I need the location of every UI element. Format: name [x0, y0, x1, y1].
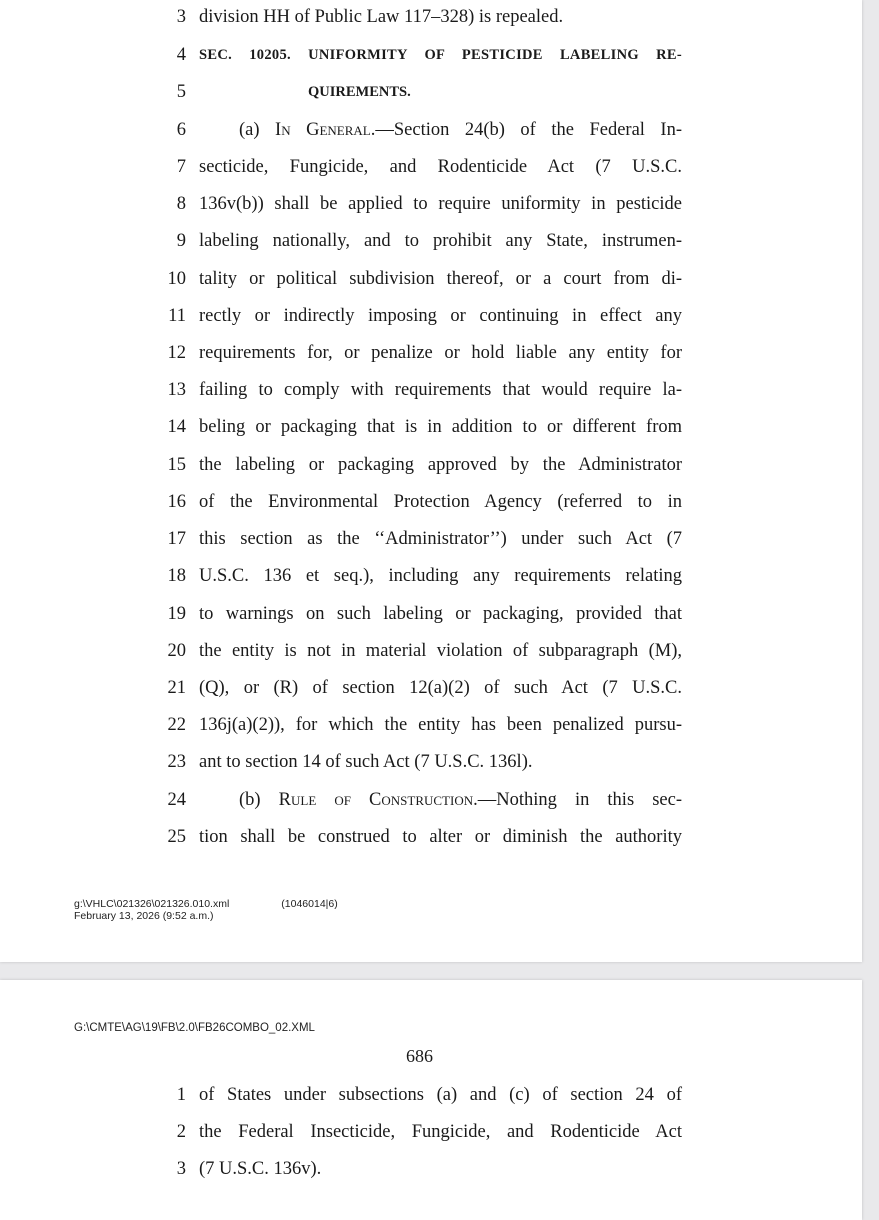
- footer-file-path: g:\VHLC\021326\021326.010.xml: [74, 898, 230, 910]
- line-number: 17: [167, 529, 186, 549]
- line-number: 5: [176, 82, 186, 102]
- line-text: rectly or indirectly imposing or continuing in effect any: [199, 306, 682, 326]
- line-number: 4: [176, 45, 186, 65]
- line-number: 14: [167, 417, 186, 437]
- line-number: 10: [167, 269, 186, 289]
- line-number: 13: [167, 380, 186, 400]
- line-text: secticide, Fungicide, and Rodenticide Act (7 U.S.C.: [199, 157, 682, 177]
- line-text: tion shall be construed to alter or diminish the authority: [199, 827, 682, 847]
- line-number: 8: [176, 194, 186, 214]
- line-text: to warnings on such labeling or packaging, provided that: [199, 604, 682, 624]
- subsection-heading: In General: [275, 120, 371, 140]
- line-text: division HH of Public Law 117–328) is repealed.: [199, 7, 564, 27]
- document-page-2: [0, 980, 862, 1220]
- line-number: 22: [167, 715, 186, 735]
- line-text: 136j(a)(2)), for which the entity has been penalized pursu-: [199, 715, 682, 735]
- line-text: the labeling or packaging approved by the Administrator: [199, 455, 682, 475]
- subsection-heading: Rule of Construction: [278, 790, 474, 810]
- subsection-text: .—Nothing in this sec-: [473, 790, 683, 810]
- subsection-prefix: (a): [239, 120, 276, 140]
- section-heading: SEC. 10205. UNIFORMITY OF PESTICIDE LABELING RE-: [199, 47, 682, 63]
- subsection-text: .—Section 24(b) of the Federal In-: [370, 120, 682, 140]
- line-text: this section as the ‘‘Administrator’’) under such Act (7: [199, 529, 682, 549]
- line-number: 25: [167, 827, 186, 847]
- line-number: 12: [167, 343, 186, 363]
- footer-file-line: [74, 898, 338, 910]
- line-text: beling or packaging that is in addition to or different from: [199, 417, 682, 437]
- line-text: 136v(b)) shall be applied to require uniformity in pesticide: [199, 194, 682, 214]
- line-text: U.S.C. 136 et seq.), including any requirements relating: [199, 566, 682, 586]
- page-footer: [74, 898, 338, 922]
- line-number: 2: [176, 1122, 186, 1142]
- line-text: [239, 785, 682, 815]
- line-text: of States under subsections (a) and (c) of section 24 of: [199, 1085, 682, 1105]
- line-number: 20: [167, 641, 186, 661]
- page-number: 686: [406, 1046, 433, 1066]
- line-text: (Q), or (R) of section 12(a)(2) of such Act (7 U.S.C.: [199, 678, 682, 698]
- line-text: failing to comply with requirements that would require la-: [199, 380, 682, 400]
- line-text: tality or political subdivision thereof, or a court from di-: [199, 269, 682, 289]
- line-number: 6: [176, 120, 186, 140]
- line-number: 7: [176, 157, 186, 177]
- line-number: 15: [167, 455, 186, 475]
- line-text: labeling nationally, and to prohibit any State, instrumen-: [199, 231, 682, 251]
- line-number: 24: [167, 790, 186, 810]
- line-number: 1: [176, 1085, 186, 1105]
- line-text: ant to section 14 of such Act (7 U.S.C. 136l).: [199, 752, 533, 772]
- page-header-path: G:\CMTE\AG\19\FB\2.0\FB26COMBO_02.XML: [74, 1022, 315, 1034]
- line-number: 16: [167, 492, 186, 512]
- footer-date: February 13, 2026 (9:52 a.m.): [74, 910, 214, 922]
- line-number: 3: [176, 7, 186, 27]
- line-text: requirements for, or penalize or hold liable any entity for: [199, 343, 682, 363]
- line-number: 19: [167, 604, 186, 624]
- line-number: 3: [176, 1159, 186, 1179]
- line-number: 23: [167, 752, 186, 772]
- line-text: of the Environmental Protection Agency (referred to in: [199, 492, 682, 512]
- subsection-prefix: (b): [239, 790, 279, 810]
- line-text: [239, 115, 682, 145]
- line-number: 9: [176, 231, 186, 251]
- line-number: 18: [167, 566, 186, 586]
- footer-code: (1046014|6): [281, 898, 338, 910]
- line-text: the entity is not in material violation of subparagraph (M),: [199, 641, 682, 661]
- line-number: 11: [168, 306, 186, 326]
- line-number: 21: [167, 678, 186, 698]
- section-heading-continued: QUIREMENTS.: [308, 84, 411, 100]
- line-text: (7 U.S.C. 136v).: [199, 1159, 322, 1179]
- line-text: the Federal Insecticide, Fungicide, and Rodenticide Act: [199, 1122, 682, 1142]
